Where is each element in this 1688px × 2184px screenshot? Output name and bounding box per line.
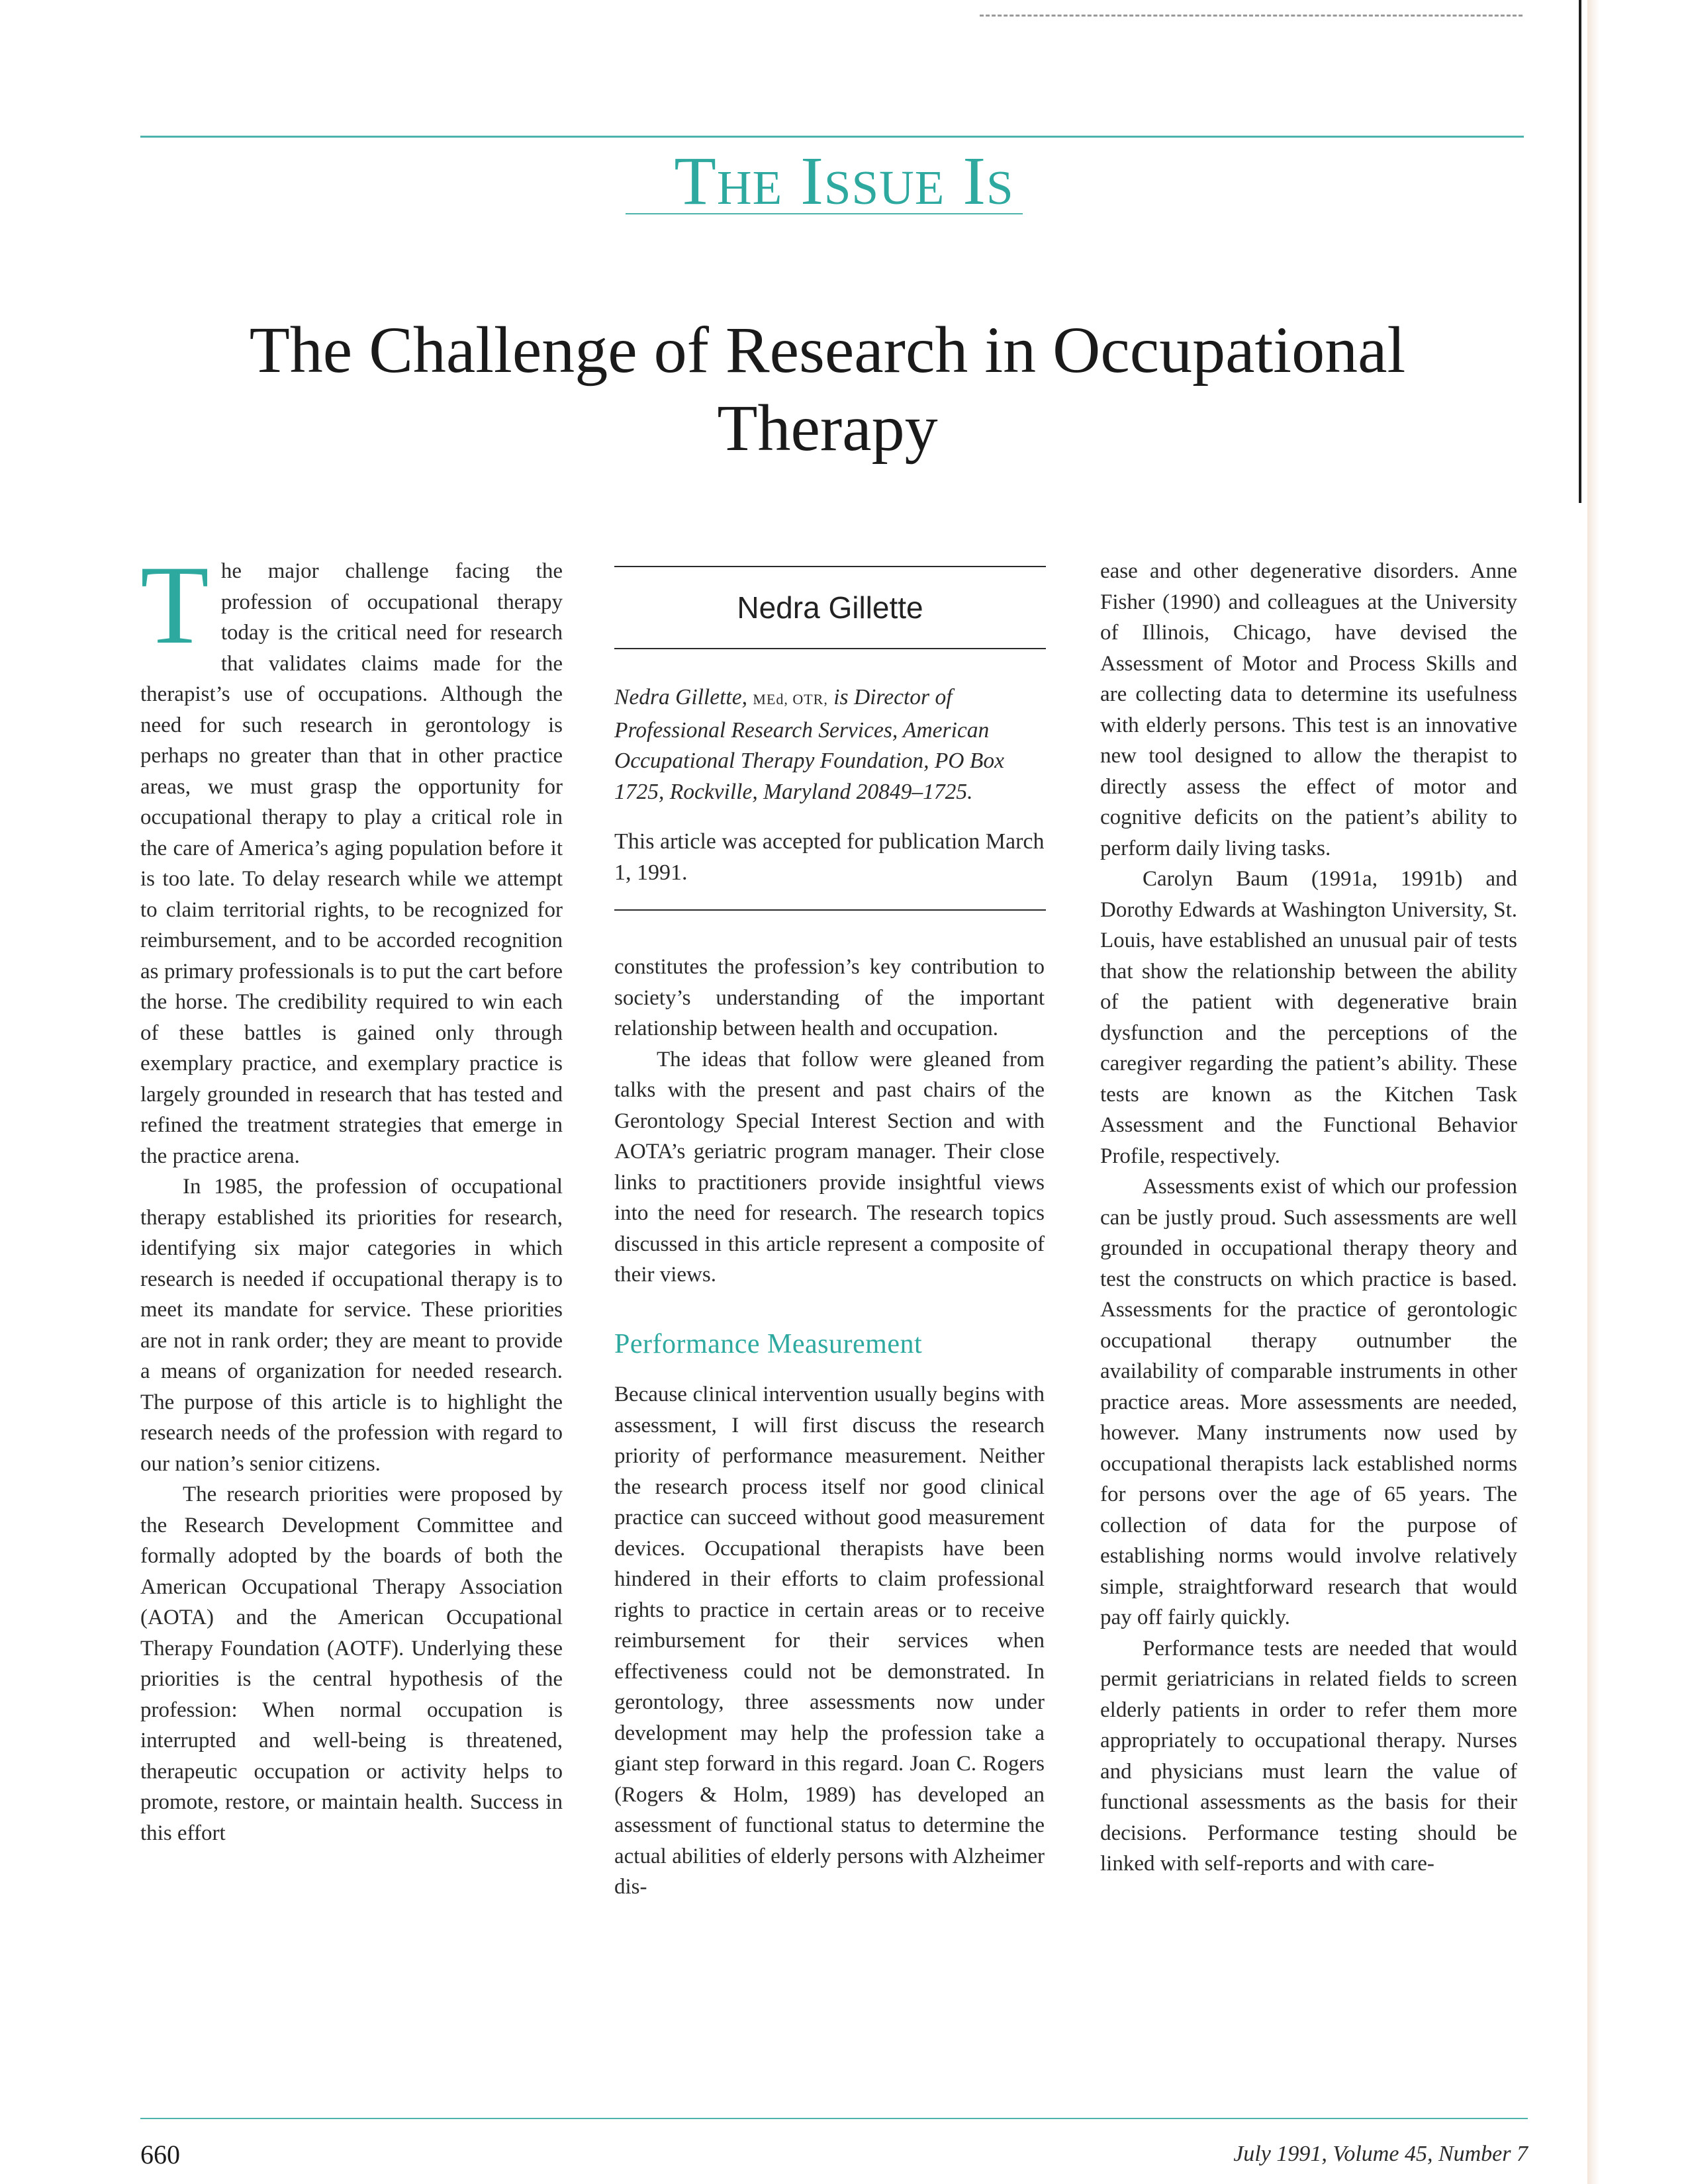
article-title: The Challenge of Research in Occupational Therapy xyxy=(249,313,1406,465)
paragraph: Assessments exist of which our profession can be justly proud. Such assessments are well grounded in occupational therapy theory and test the constructs on which practice is based. Assessments for the practice of gerontologic occupational therapy outnumber the availability of comparable instruments in other practice areas. More assessments are needed, however. Many instruments now used by occupational therapists lack established norms for persons over the age of 65 years. The collection of data for the purpose of establishing norms would involve relatively simple, straightforward research that would pay off fairly quickly. xyxy=(1100,1175,1517,1629)
author-block xyxy=(614,566,1046,911)
author-rule-middle xyxy=(614,648,1046,649)
scan-artifact-page-shadow xyxy=(1587,0,1599,2184)
paragraph: The ideas that follow were gleaned from talks with the present and past chairs of the Gerontology Special Interest Section and with AOTA’s geriatric program manager. Their close links to practitioners provide insightful views into the need for research. The research topics discussed in this article represent a composite of their views. xyxy=(614,1047,1045,1287)
author-bio-name: Nedra Gillette, xyxy=(614,685,747,709)
author-rule-top xyxy=(614,566,1046,567)
paragraph-intro xyxy=(140,543,563,1171)
paragraph: The research priorities were proposed by the Research Development Committee and formally adopted by the boards of both the American Occupational Therapy Association (AOTA) and the American Occupational Therapy Foundation (AOTF). Underlying these priorities is the central hypothesis of the profession: When normal occupation is interrupted and well-being is threatened, therapeutic occupation or activity helps to promote, restore, or maintain health. Success in this effort xyxy=(140,1482,563,1845)
subheading-performance-measurement: Performance Measurement xyxy=(614,1328,923,1359)
column-left xyxy=(140,543,563,1848)
footer-rule xyxy=(140,2118,1528,2119)
scan-artifact-right-edge xyxy=(1579,0,1581,503)
page-number: 660 xyxy=(140,2140,180,2169)
paragraph: ease and other degenerative disorders. Anne Fisher (1990) and colleagues at the University of Illinois, Chicago, have devised the Assessment of Motor and Process Skills and are collecting data to determine its usefulness with elderly persons. This test is an innovative new tool designed to allow the therapist to directly assess the effect of motor and cognitive deficits on the patient’s ability to perform daily living tasks. xyxy=(1100,559,1517,860)
section-heading-text: The Issue Is xyxy=(674,143,1014,219)
drop-cap: T xyxy=(140,543,209,667)
paragraph-intro-text: he major challenge facing the profession of occupational therapy today is the critical need for research that validates claims made for the therapist’s use of occupations. Although the need for such research in gerontology is perhaps no greater than that in other practice areas, we must grasp the opportunity for occupational therapy to play a critical role in the care of America’s aging population before it is too late. To delay research while we attempt to claim territorial rights, to be recognized for reimbursement, and to be accorded recognition as primary professionals is to put the cart before the horse. The credibility required to win each of these battles is gained only through exemplary practice, and exemplary practice is largely grounded in research that has tested and refined the treatment strategies that emerge in the practice arena. xyxy=(140,559,563,1168)
column-right xyxy=(1100,556,1517,1880)
paragraph: Because clinical intervention usually begins with assessment, I will first discuss the research priority of performance measurement. Neither the research process itself nor good clinical practice can succeed without good measurement devices. Occupational therapists have been hindered in their efforts to claim professional rights to practice in certain areas or to receive reimbursement for their services when effectiveness could not be demonstrated. In gerontology, three assessments now under development may help the profession take a giant step forward in this regard. Joan C. Rogers (Rogers & Holm, 1989) has developed an assessment of functional status to determine the actual abilities of elderly persons with Alzheimer dis- xyxy=(614,1383,1045,1899)
author-bio xyxy=(614,682,1046,807)
acceptance-note: This article was accepted for publication March 1, 1991. xyxy=(614,829,1045,885)
section-heading xyxy=(0,143,1688,219)
author-bio-text: is Director of Professional Research Services, American Occupational Therapy Foundation, PO Box 1725, Rockville, Maryland 20849–1725. xyxy=(614,685,1004,804)
author-rule-bottom xyxy=(614,909,1046,911)
paragraph: constitutes the profession’s key contribution to society’s understanding of the important relationship between health and occupation. xyxy=(614,955,1045,1040)
footer-citation: July 1991, Volume 45, Number 7 xyxy=(1233,2142,1528,2166)
scan-artifact-top-line xyxy=(980,15,1523,17)
author-name: Nedra Gillette xyxy=(737,590,923,625)
paragraph: Performance tests are needed that would permit geriatricians in related fields to screen elderly patients in order to refer them more appropriately to occupational therapy. Nurses and physicians must learn the value of functional assessments as the basis for their decisions. Performance testing should be linked with self-reports and with care- xyxy=(1100,1636,1517,1876)
column-middle xyxy=(614,952,1045,1903)
paragraph: In 1985, the profession of occupational therapy established its priorities for research, identifying six major categories in which research is needed if occupational therapy is to meet its mandate for service. These priorities are not in rank order; they are meant to provide a means of organization for needed research. The purpose of this article is to highlight the research needs of the profession with regard to our nation’s senior citizens. xyxy=(140,1175,563,1476)
header-rule xyxy=(140,136,1524,138)
paragraph: Carolyn Baum (1991a, 1991b) and Dorothy Edwards at Washington University, St. Louis, have established an unusual pair of tests that show the relationship between the ability of the patient with degenerative brain dysfunction and the perceptions of the caregiver regarding the patient’s ability. These tests are known as the Kitchen Task Assessment and the Functional Behavior Profile, respectively. xyxy=(1100,867,1517,1168)
author-credentials: MEd, OTR, xyxy=(753,691,828,707)
section-heading-underline xyxy=(626,213,1023,214)
